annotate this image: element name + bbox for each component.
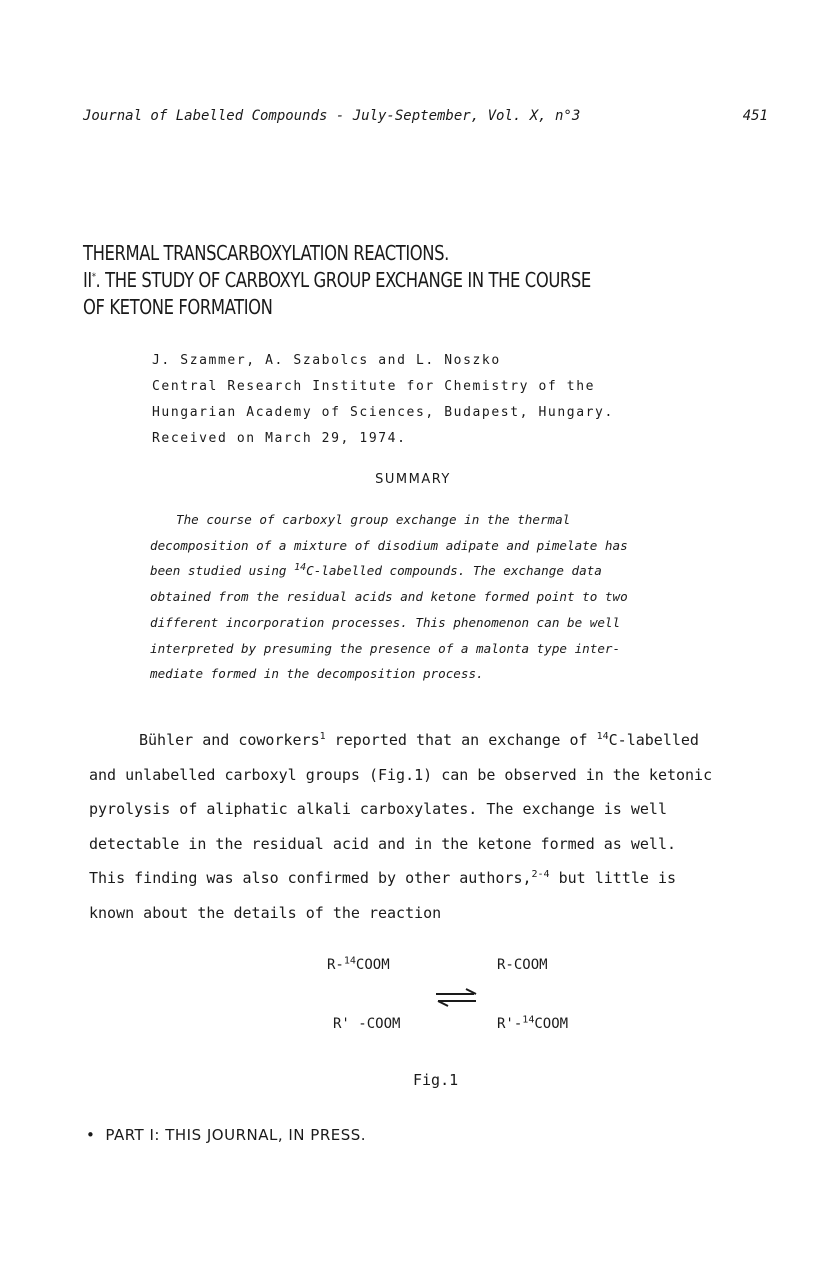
figure-label: Fig.1 — [413, 1071, 459, 1089]
reactant-unlabelled: R' -COOM — [333, 1016, 401, 1032]
affiliation-line-1: Central Research Institute for Chemistry of the — [152, 379, 596, 394]
abstract-line: been studied using $^{14}$C-labelled compounds. The exchange data — [150, 562, 602, 579]
footnote-mark: * — [91, 271, 96, 283]
affiliation-line-2: Hungarian Academy of Sciences, Budapest, Hungary. — [152, 405, 614, 420]
author-block — [152, 348, 614, 452]
summary-heading: SUMMARY — [375, 472, 451, 487]
body-line: pyrolysis of aliphatic alkali carboxylates. The exchange is well — [89, 800, 667, 818]
bullet-icon: • — [86, 1126, 96, 1144]
title-line-3: OF KETONE FORMATION — [83, 295, 273, 319]
page-number: 451 — [742, 108, 768, 124]
article-title — [83, 240, 591, 321]
abstract-line: mediate formed in the decomposition process. — [150, 666, 484, 682]
received-date: Received on March 29, 1974. — [152, 431, 407, 446]
abstract — [150, 507, 690, 687]
author-names: J. Szammer, A. Szabolcs and L. Noszko — [152, 353, 501, 368]
reactant-labelled: R-$^{14}$COOM — [327, 955, 390, 973]
product-unlabelled: R-COOM — [497, 957, 548, 973]
abstract-line: different incorporation processes. This phenomenon can be well — [150, 614, 621, 630]
body-line: and unlabelled carboxyl groups (Fig.1) can be observed in the ketonic — [89, 765, 713, 784]
citation-ref: 1 — [319, 731, 326, 742]
footnote-text: PART I: THIS JOURNAL, IN PRESS. — [105, 1126, 367, 1144]
abstract-line: The course of carboxyl group exchange in the thermal — [176, 512, 571, 527]
body-line: detectable in the residual acid and in the ketone formed as well. — [89, 834, 676, 853]
body-line: This finding was also confirmed by other authors,$^{2-4}$ but little is — [89, 869, 677, 887]
footnote — [86, 1126, 366, 1144]
body-text — [89, 723, 799, 930]
abstract-line: obtained from the residual acids and ketone formed point to two — [150, 589, 628, 605]
title-line-1: THERMAL TRANSCARBOXYLATION REACTIONS. — [83, 241, 449, 265]
journal-citation: Journal of Labelled Compounds - July-September, Vol. X, n°3 — [83, 108, 581, 124]
body-line: known about the details of the reaction — [89, 903, 442, 922]
abstract-line: decomposition of a mixture of disodium adipate and pimelate has — [150, 537, 628, 553]
equilibrium-arrow-icon — [434, 988, 480, 1008]
title-line-2: II*. THE STUDY OF CARBOXYL GROUP EXCHANGE IN THE COURSE — [83, 268, 591, 292]
running-head — [83, 108, 768, 124]
product-labelled: R'-$^{14}$COOM — [497, 1014, 569, 1032]
abstract-line: interpreted by presuming the presence of a malonta type inter- — [150, 640, 621, 656]
body-line: Bühler and coworkers$^1$ reported that an exchange of $^{14}$C-labelled — [139, 731, 699, 749]
citation-ref: 2-4 — [531, 869, 550, 880]
